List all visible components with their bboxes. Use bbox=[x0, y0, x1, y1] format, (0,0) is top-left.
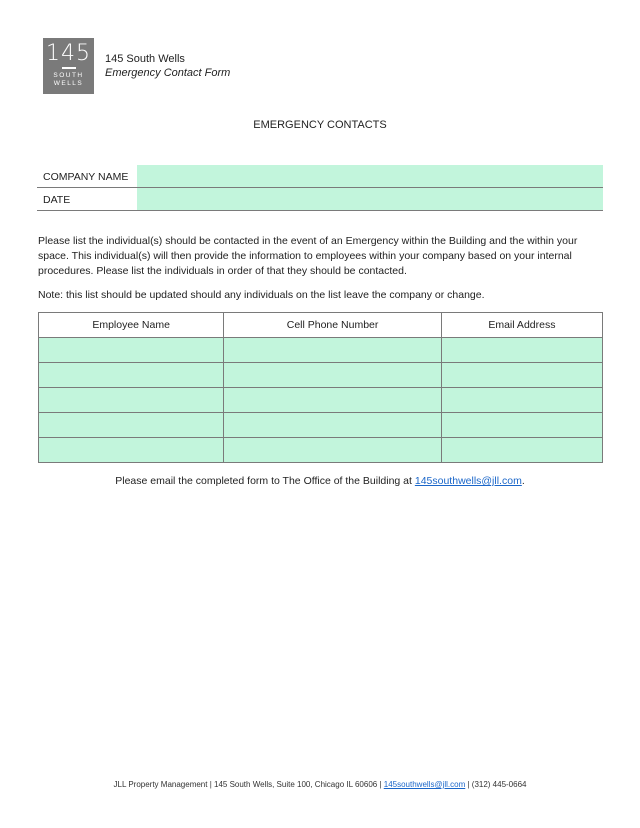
date-row bbox=[37, 188, 603, 211]
table-row bbox=[39, 413, 603, 438]
header-cell-phone: Cell Phone Number bbox=[224, 313, 442, 338]
building-logo bbox=[43, 38, 94, 94]
page-title: EMERGENCY CONTACTS bbox=[253, 119, 387, 131]
cell-phone-cell[interactable] bbox=[224, 438, 442, 463]
table-header-row bbox=[39, 313, 603, 338]
cell-phone-cell[interactable] bbox=[224, 388, 442, 413]
email-instruction-text: Please email the completed form to The Office of the Building at bbox=[115, 475, 415, 487]
email-cell[interactable] bbox=[441, 388, 602, 413]
footer bbox=[0, 780, 640, 789]
email-instruction-suffix: . bbox=[521, 475, 525, 487]
header bbox=[105, 52, 230, 80]
table-row bbox=[39, 438, 603, 463]
company-name-field[interactable] bbox=[137, 165, 603, 187]
company-name-row bbox=[37, 165, 603, 188]
email-instruction bbox=[0, 475, 640, 487]
employee-name-cell[interactable] bbox=[39, 413, 224, 438]
employee-name-cell[interactable] bbox=[39, 338, 224, 363]
cell-phone-cell[interactable] bbox=[224, 363, 442, 388]
logo-line1: SOUTH bbox=[53, 72, 84, 79]
form-title: Emergency Contact Form bbox=[105, 67, 231, 79]
email-cell[interactable] bbox=[441, 363, 602, 388]
instructions-text: Please list the individual(s) should be contacted in the event of an Emergency within the Building and the within your space. This individual(s) will then provide the information to employees within your company based on your internal procedures. Please list the individuals in order of that they should be contacted. bbox=[38, 235, 578, 277]
footer-email-link[interactable]: 145southwells@jll.com bbox=[383, 780, 466, 789]
employee-contacts-table bbox=[38, 312, 603, 463]
table-row bbox=[39, 363, 603, 388]
employee-name-cell[interactable] bbox=[39, 363, 224, 388]
email-cell[interactable] bbox=[441, 413, 602, 438]
logo-number: 145 bbox=[46, 41, 91, 66]
company-info bbox=[37, 165, 603, 211]
note-text: Note: this list should be updated should any individuals on the list leave the company or change. bbox=[38, 289, 485, 301]
building-email-link[interactable]: 145southwells@jll.com bbox=[414, 475, 522, 487]
cell-phone-cell[interactable] bbox=[224, 413, 442, 438]
logo-line2: WELLS bbox=[53, 80, 84, 87]
employee-name-cell[interactable] bbox=[39, 388, 224, 413]
date-field[interactable] bbox=[137, 188, 603, 210]
header-email: Email Address bbox=[441, 313, 602, 338]
cell-phone-cell[interactable] bbox=[224, 338, 442, 363]
email-cell[interactable] bbox=[441, 438, 602, 463]
table-row bbox=[39, 388, 603, 413]
email-cell[interactable] bbox=[441, 338, 602, 363]
company-name-label: COMPANY NAME bbox=[37, 165, 137, 187]
logo-divider bbox=[62, 67, 76, 69]
employee-name-cell[interactable] bbox=[39, 438, 224, 463]
footer-phone: | (312) 445-0664 bbox=[465, 780, 527, 789]
date-label: DATE bbox=[37, 188, 137, 210]
table-row bbox=[39, 338, 603, 363]
building-name: 145 South Wells bbox=[105, 53, 185, 65]
footer-address: JLL Property Management | 145 South Wells, Suite 100, Chicago IL 60606 | bbox=[113, 780, 384, 789]
header-employee-name: Employee Name bbox=[39, 313, 224, 338]
